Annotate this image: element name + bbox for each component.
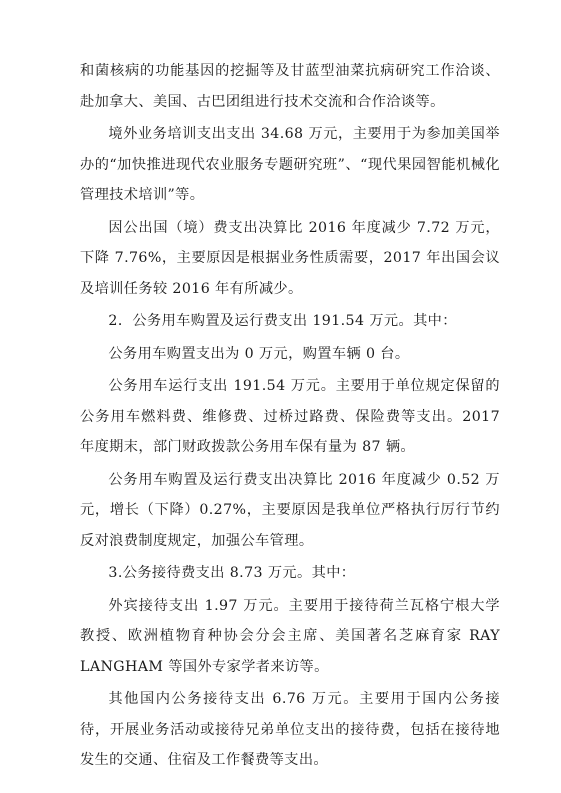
- paragraph-overseas-training: 境外业务培训支出支出 34.68 万元，主要用于为参加美国举办的“加快推进现代农业服务专题研究班”、“现代果园智能机械化管理技术培训”等。: [80, 126, 500, 203]
- paragraph-overseas-comparison: 因公出国（境）费支出决算比 2016 年度减少 7.72 万元，下降 7.76%，主要原因是根据业务性质需要，2017 年出国会议及培训任务较 2016 年有所减少。: [80, 219, 500, 297]
- paragraph-vehicle-comparison: 公务用车购置及运行费支出决算比 2016 年度减少 0.52 万元，增长（下降）0.27%，主要原因是我单位严格执行厉行节约反对浪费制度规定，加强公车管理。: [80, 471, 500, 549]
- document-body: [80, 56, 500, 778]
- paragraph-continuation: 和菌核病的功能基因的挖掘等及甘蓝型油菜抗病研究工作洽谈、赴加拿大、美国、古巴团组进行技术交流和合作洽谈等。: [80, 63, 500, 110]
- paragraph-domestic-reception: 其他国内公务接待支出 6.76 万元。主要用于国内公务接待，开展业务活动或接待兄弟单位支出的接待费，包括在接待地发生的交通、住宿及工作餐费等支出。: [80, 691, 500, 768]
- paragraph-vehicle-heading: 2．公务用车购置及运行费支出 191.54 万元。其中：: [108, 313, 457, 329]
- paragraph-reception-heading: 3.公务接待费支出 8.73 万元。其中：: [108, 565, 356, 581]
- paragraph-vehicle-purchase: 公务用车购置支出为 0 万元，购置车辆 0 台。: [108, 345, 410, 362]
- paragraph-foreign-reception: 外宾接待支出 1.97 万元。主要用于接待荷兰瓦格宁根大学教授、欧洲植物育种协会分会主席、美国著名芝麻育家 RAY LANGHAM 等国外专家学者来访等。: [80, 597, 500, 675]
- paragraph-vehicle-operation: 公务用车运行支出 191.54 万元。主要用于单位规定保留的公务用车燃料费、维修费、过桥过路费、保险费等支出。2017 年度期末，部门财政拨款公务用车保有量为 87 辆。: [80, 378, 500, 455]
